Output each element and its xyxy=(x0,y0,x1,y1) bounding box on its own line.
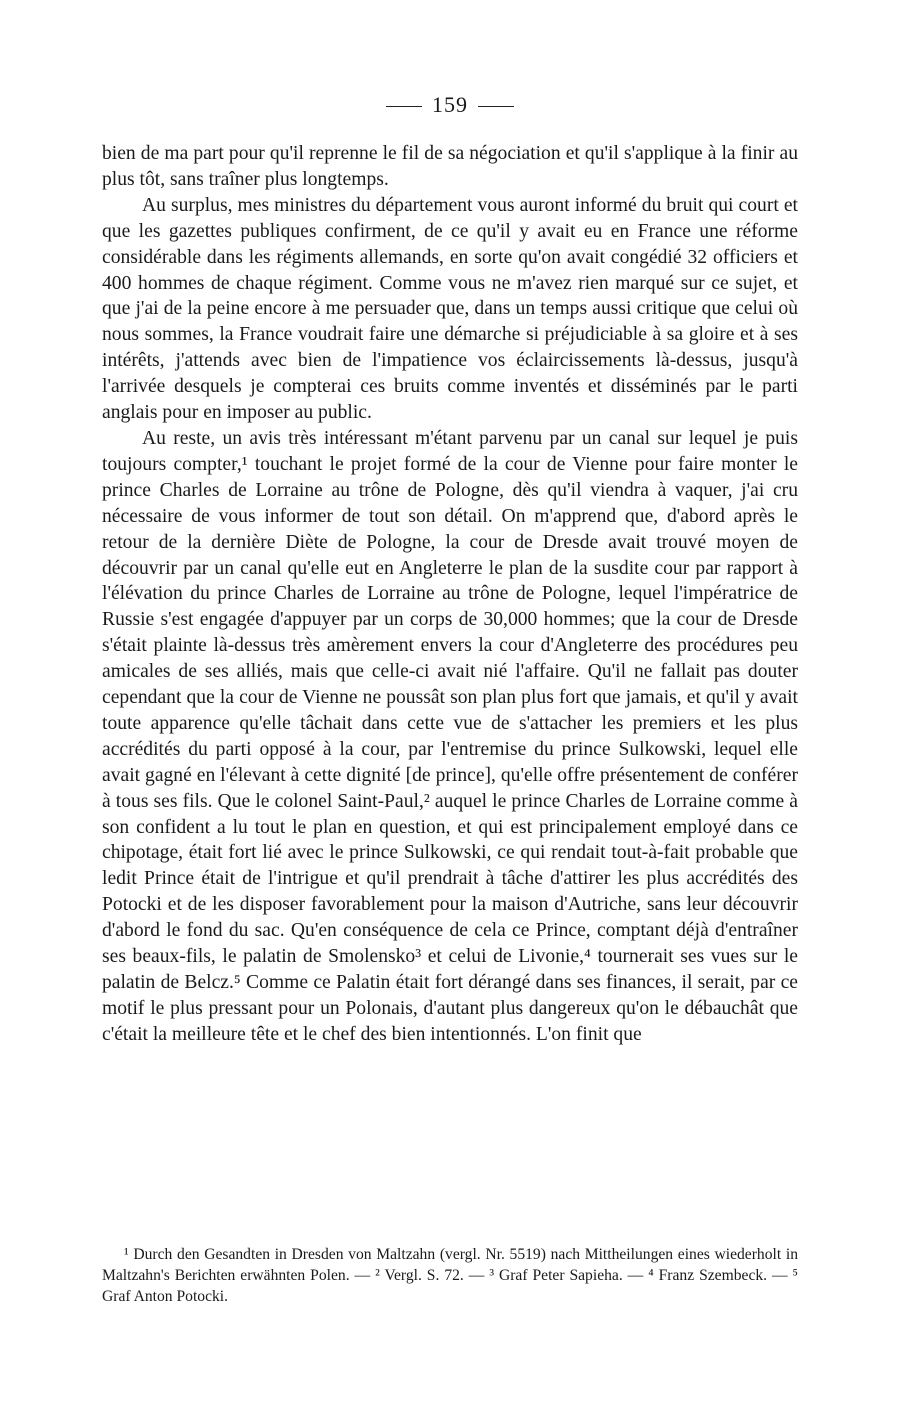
body-text xyxy=(102,141,798,1048)
page-number: 159 xyxy=(432,92,468,117)
header-rule-left xyxy=(386,106,422,107)
paragraph-3: Au reste, un avis très intéressant m'étant parvenu par un canal sur lequel je puis toujours compter,¹ touchant le projet formé de la cour de Vienne pour faire monter le prince Charles de Lorraine au trône de Pologne, dès qu'il viendra à vaquer, j'ai cru nécessaire de vous informer de tout son détail. On m'apprend que, d'abord après le retour de la dernière Diète de Pologne, la cour de Dresde avait trouvé moyen de découvrir par un canal qu'elle eut en Angleterre le plan de la susdite cour par rapport à l'élévation du prince Charles de Lorraine au trône de Pologne, lequel l'impératrice de Russie s'est engagée d'appuyer par un corps de 30,000 hommes; que la cour de Dresde s'était plainte là-dessus très amèrement envers la cour d'Angleterre des procédures peu amicales de ses alliés, mais que celle-ci avait nié l'affaire. Qu'il ne fallait pas douter cependant que la cour de Vienne ne poussât son plan plus fort que jamais, et qu'il y avait toute apparence qu'elle tâchait dans cette vue de s'attacher les premiers et les plus accrédités du parti opposé à la cour, par l'entremise du prince Sulkowski, lequel elle avait gagné en l'élevant à cette dignité [de prince], qu'elle offre présentement de conférer à tous ses fils. Que le colonel Saint-Paul,² auquel le prince Charles de Lorraine comme à son confident a lu tout le plan en question, et qui est principalement employé dans ce chipotage, était fort lié avec le prince Sulkowski, ce qui rendait tout-à-fait probable que ledit Prince était de l'intrigue et qu'il prendrait à tâche d'attirer les plus accrédités des Potocki et de les disposer favorablement pour la maison d'Autriche, sans leur découvrir d'abord le fond du sac. Qu'en conséquence de cela ce Prince, comptant déjà d'entraîner ses beaux-fils, le palatin de Smolensko³ et celui de Livonie,⁴ tournerait ses vues sur le palatin de Belcz.⁵ Comme ce Palatin était fort dérangé dans ses finances, il serait, par ce motif le plus pressant pour un Polonais, d'autant plus dangereux qu'on le débauchât que c'était la meilleure tête et le chef des bien intentionnés. L'on finit que xyxy=(102,427,798,1045)
paragraph-1: bien de ma part pour qu'il reprenne le fil de sa négociation et qu'il s'applique à la finir au plus tôt, sans traîner plus longtemps. xyxy=(102,143,798,190)
header-rule-right xyxy=(478,106,514,107)
paragraph-2: Au surplus, mes ministres du département vous auront informé du bruit qui court et que les gazettes publiques confirment, de ce qu'il y avait eu en France une réforme considérable dans les régiments allemands, en sorte qu'on avait congédié 32 officiers et 400 hommes de chaque régiment. Comme vous ne m'avez rien marqué sur ce sujet, et que j'ai de la peine encore à me persuader que, dans un temps aussi critique que celui où nous sommes, la France voudrait faire une démarche si préjudiciable à sa gloire et à ses intérêts, j'attends avec bien de l'impatience vos éclaircissements là-dessus, jusqu'à l'arrivée desquels je compterai ces bruits comme inventés et disséminés par le parti anglais pour en imposer au public. xyxy=(102,194,798,424)
page-header xyxy=(0,92,900,118)
footnotes: ¹ Durch den Gesandten in Dresden von Maltzahn (vergl. Nr. 5519) nach Mittheilungen eines wiederholt in Maltzahn's Berichten erwähnten Polen. — ² Vergl. S. 72. — ³ Graf Peter Sapieha. — ⁴ Franz Szembeck. — ⁵ Graf Anton Potocki. xyxy=(102,1246,798,1305)
